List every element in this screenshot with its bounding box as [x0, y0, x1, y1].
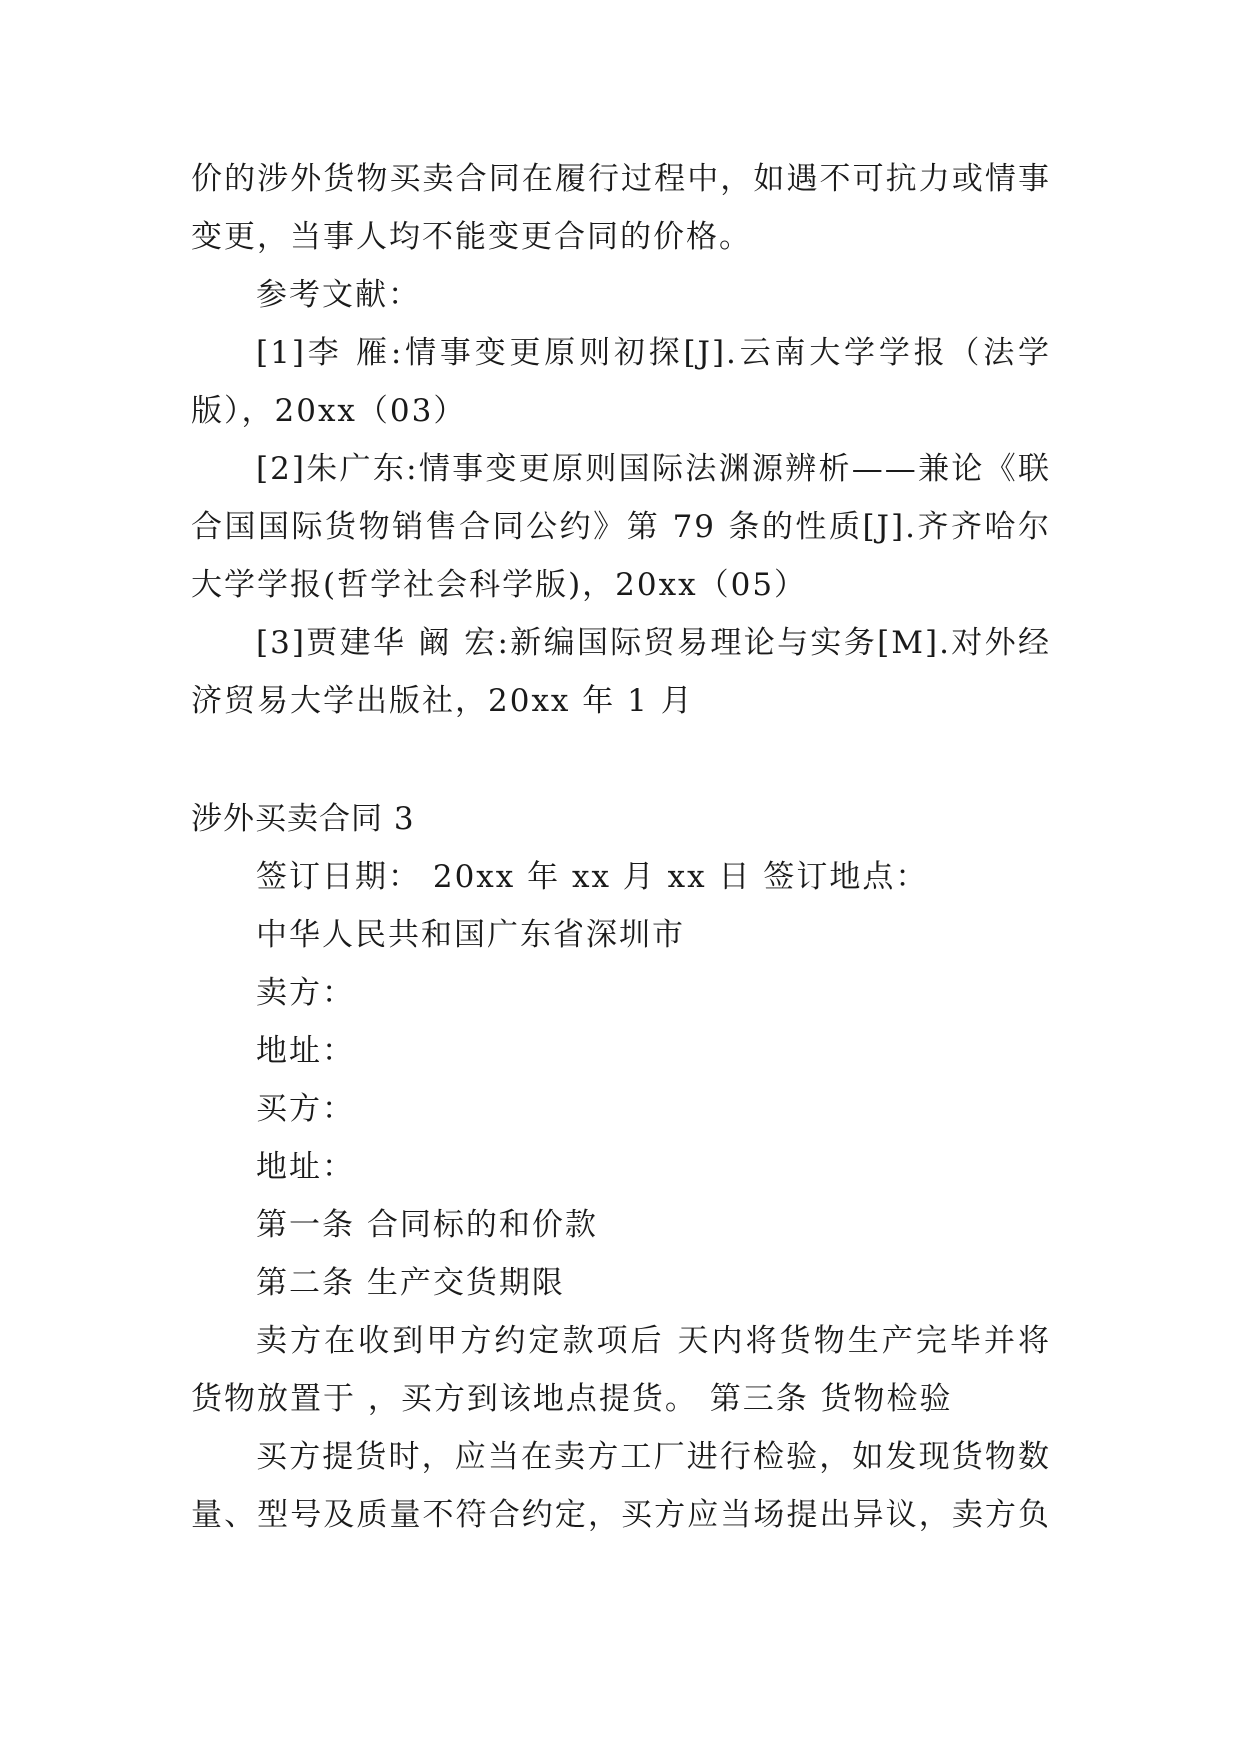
delivery-paragraph-line: 货物放置于 ，买方到该地点提货。 第三条 货物检验 — [191, 1381, 953, 1417]
sign-location: 中华人民共和国广东省深圳市 — [256, 917, 685, 953]
reference-item-continued: 大学学报(哲学社会科学版)，20xx（05） — [191, 567, 808, 603]
buyer-address-label: 地址： — [256, 1149, 355, 1185]
reference-item: [1]李 雁:情事变更原则初探[J].云南大学学报（法学 — [256, 335, 1051, 371]
article-2-heading: 第二条 生产交货期限 — [256, 1265, 565, 1301]
document-page — [191, 150, 1051, 1544]
contract-title: 涉外买卖合同 3 — [191, 801, 415, 837]
seller-label: 卖方： — [256, 975, 355, 1011]
references-heading: 参考文献： — [256, 277, 421, 313]
inspection-paragraph-line: 买方提货时，应当在卖方工厂进行检验，如发现货物数 — [256, 1439, 1051, 1475]
reference-item-continued: 济贸易大学出版社，20xx 年 1 月 — [191, 683, 694, 719]
inspection-paragraph-line: 量、型号及质量不符合约定，买方应当场提出异议，卖方负 — [191, 1497, 1051, 1533]
reference-item: [2]朱广东:情事变更原则国际法渊源辨析——兼论《联 — [256, 451, 1051, 487]
seller-address-label: 地址： — [256, 1033, 355, 1069]
delivery-paragraph-line: 卖方在收到甲方约定款项后 天内将货物生产完毕并将 — [256, 1323, 1051, 1359]
sign-date-place: 签订日期： 20xx 年 xx 月 xx 日 签订地点： — [256, 859, 929, 895]
body-text-line: 变更，当事人均不能变更合同的价格。 — [191, 219, 752, 255]
article-1-heading: 第一条 合同标的和价款 — [256, 1207, 598, 1243]
reference-item-continued: 版），20xx（03） — [191, 393, 467, 429]
body-text-line: 价的涉外货物买卖合同在履行过程中，如遇不可抗力或情事 — [191, 161, 1051, 197]
reference-item-continued: 合国国际货物销售合同公约》第 79 条的性质[J].齐齐哈尔 — [191, 509, 1051, 545]
buyer-label: 买方： — [256, 1091, 355, 1127]
reference-item: [3]贾建华 阚 宏:新编国际贸易理论与实务[M].对外经 — [256, 625, 1051, 661]
